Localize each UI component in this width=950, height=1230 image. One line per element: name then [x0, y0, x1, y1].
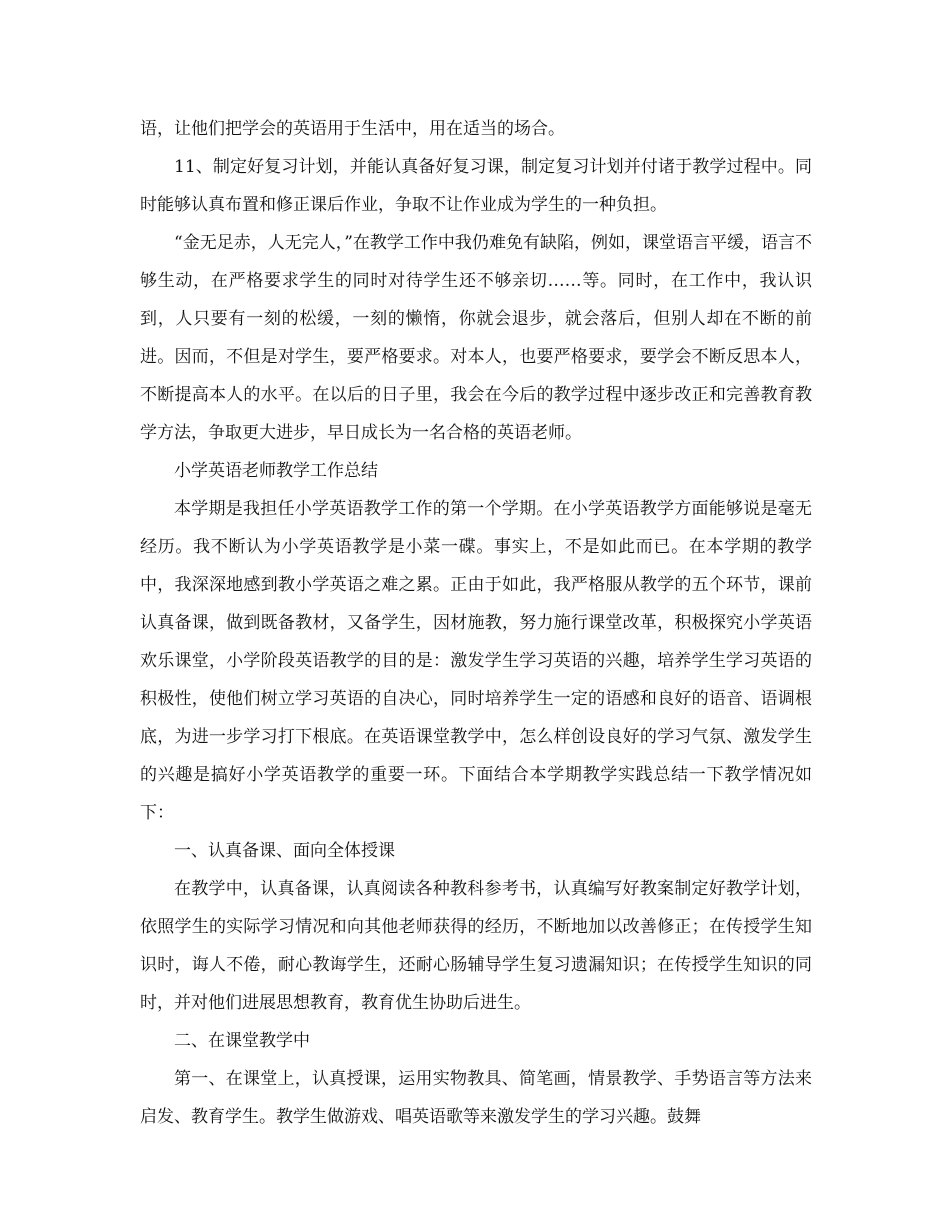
paragraph-self-reflection: “金无足赤，人无完人，”在教学工作中我仍难免有缺陷，例如，课堂语言平缓，语言不够生动，在严格要求学生的同时对待学生还不够亲切……等。同时，在工作中，我认识到，人只要有一刻的松缓，一刻的懒惰，你就会退步，就会落后，但别人却在不断的前进。因而，不但是对学生，要严格要求。对本人，也要严格要求，要学会不断反思本人，不断提高本人的水平。在以后的日子里，我会在今后的教学过程中逐步改正和完善教育教学方法，争取更大进步，早日成长为一名合格的英语老师。 [140, 233, 812, 443]
subheading-lesson-prep: 一、认真备课、面向全体授课 [174, 841, 395, 861]
paragraph-semester-intro: 本学期是我担任小学英语教学工作的第一个学期。在小学英语教学方面能够说是毫无经历。我不断认为小学英语教学是小菜一碟。事实上，不是如此而已。在本学期的教学中，我深深地感到教小学英语之难之累。正由于如此，我严格服从教学的五个环节，课前认真备课，做到既备教材，又备学生，因材施教，努力施行课堂改革，积极探究小学英语欢乐课堂，小学阶段英语教学的目的是：激发学生学习英语的兴趣，培养学生学习英语的积极性，使他们树立学习英语的自决心，同时培养学生一定的语感和良好的语音、语调根底，为进一步学习打下根底。在英语课堂教学中，怎么样创设良好的学习气氛、激发学生的兴趣是搞好小学英语教学的重要一环。下面结合本学期教学实践总结一下教学情况如下： [140, 499, 812, 823]
paragraph-classroom-teaching: 第一、在课堂上，认真授课，运用实物教具、简笔画，情景教学、手势语言等方法来启发、教育学生。教学生做游戏、唱英语歌等来激发学生的学习兴趣。鼓舞 [140, 1069, 812, 1127]
paragraph-continuation: 语，让他们把学会的英语用于生活中，用在适当的场合。 [140, 119, 565, 139]
subheading-classroom-teaching: 二、在课堂教学中 [174, 1031, 310, 1051]
document-body [140, 110, 812, 1136]
section-title: 小学英语老师教学工作总结 [174, 461, 378, 481]
paragraph-lesson-prep: 在教学中，认真备课，认真阅读各种教科参考书，认真编写好教案制定好教学计划，依照学生的实际学习情况和向其他老师获得的经历，不断地加以改善修正；在传授学生知识时，诲人不倦，耐心教诲学生，还耐心肠辅导学生复习遗漏知识；在传授学生知识的同时，并对他们进展思想教育，教育优生协助后进生。 [140, 879, 812, 1013]
paragraph-item-11: 11、制定好复习计划，并能认真备好复习课，制定复习计划并付诸于教学过程中。同时能够认真布置和修正课后作业，争取不让作业成为学生的一种负担。 [140, 157, 812, 215]
